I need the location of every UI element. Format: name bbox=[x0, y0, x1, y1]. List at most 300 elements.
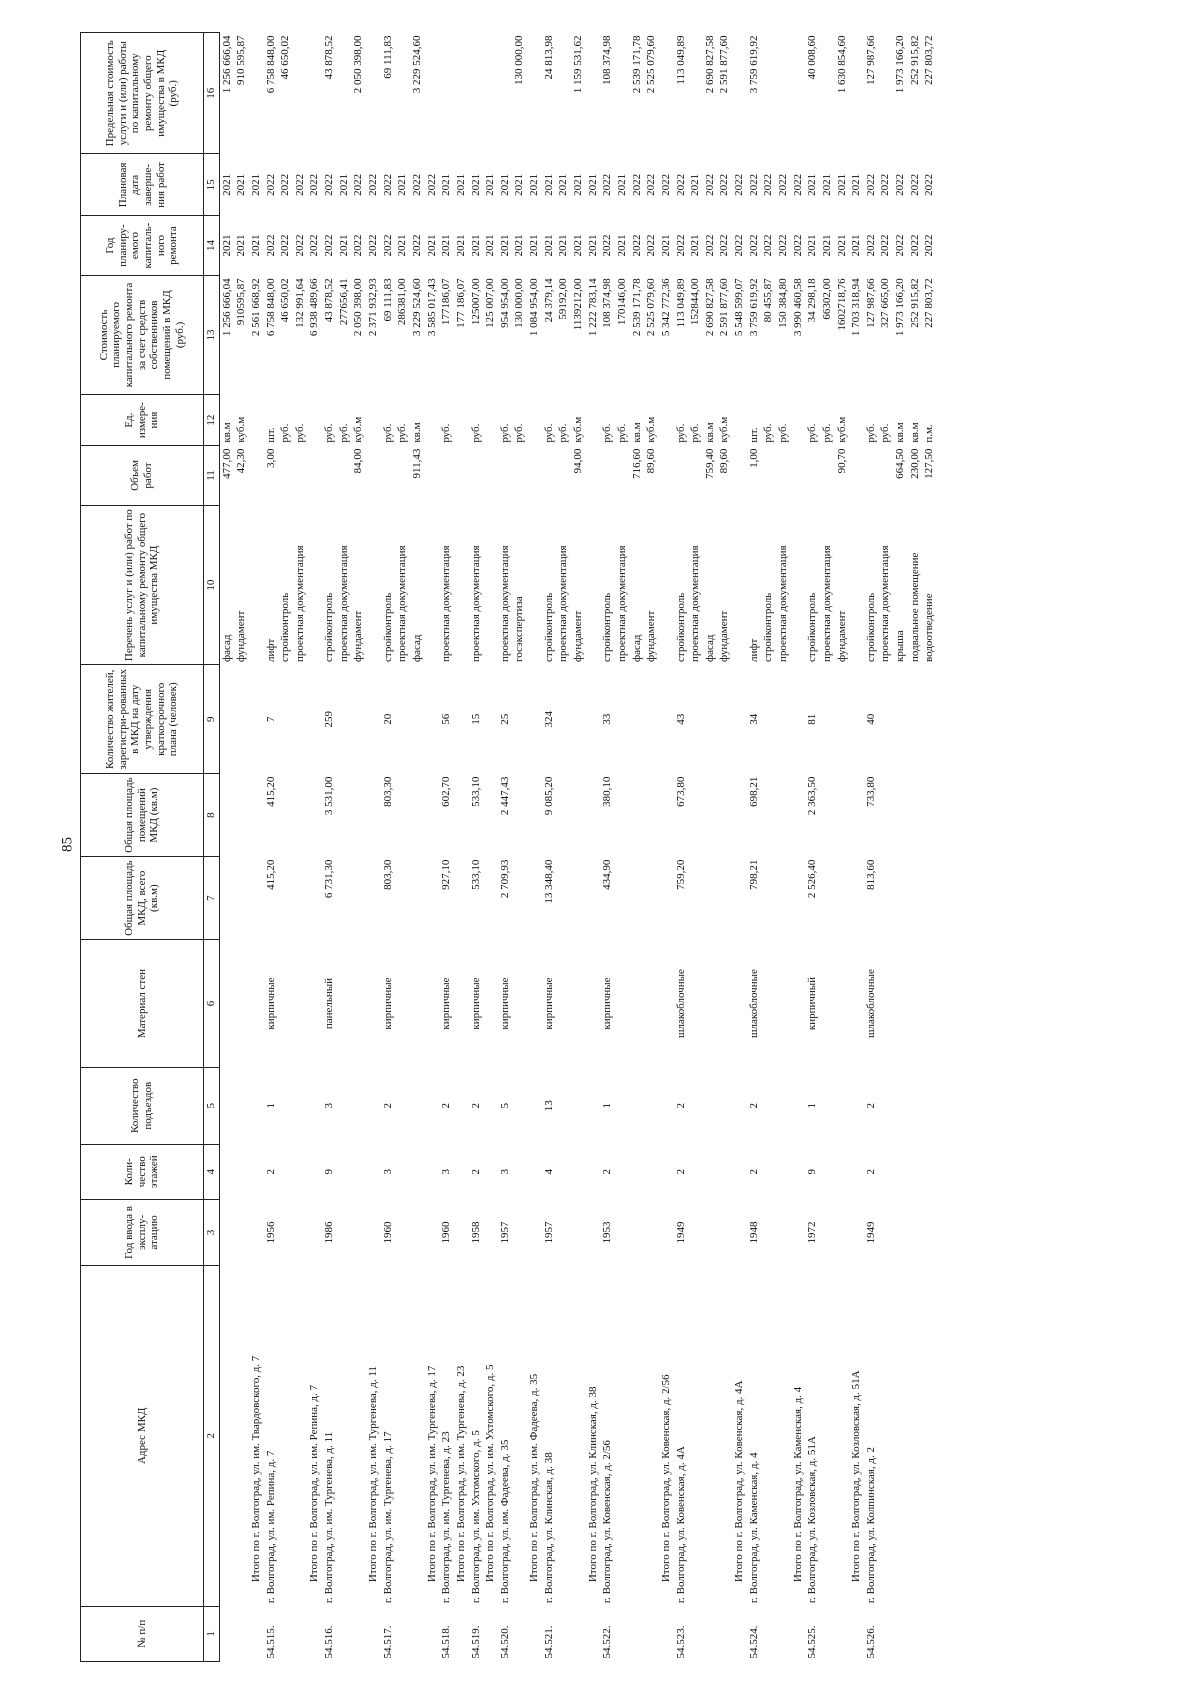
table-cell bbox=[307, 1199, 322, 1265]
table-cell bbox=[410, 774, 425, 857]
table-cell: 2 363,50 bbox=[806, 776, 819, 816]
table-cell: 2021 bbox=[220, 173, 233, 196]
table-cell bbox=[410, 1606, 425, 1661]
column-number: 16 bbox=[204, 33, 220, 154]
table-row bbox=[498, 33, 513, 1662]
table-cell: 2022 bbox=[791, 234, 804, 257]
table-cell: 9 bbox=[323, 1169, 336, 1175]
table-cell bbox=[732, 1199, 747, 1265]
table-cell bbox=[615, 1606, 630, 1661]
table-cell: 2022 bbox=[410, 173, 423, 196]
table-cell: 2021 bbox=[557, 173, 570, 196]
table-cell bbox=[293, 1144, 308, 1199]
table-cell bbox=[688, 1144, 703, 1199]
table-cell bbox=[586, 1144, 601, 1199]
table-cell bbox=[761, 857, 776, 940]
table-cell: 259 bbox=[323, 711, 336, 728]
table-cell bbox=[922, 1199, 937, 1265]
table-cell: 6 731,30 bbox=[323, 859, 336, 899]
table-cell bbox=[556, 857, 571, 940]
table-cell: 54.524. bbox=[747, 1625, 760, 1659]
table-cell: 46 650,02 bbox=[279, 35, 292, 80]
table-cell bbox=[717, 1265, 732, 1606]
table-cell: 2022 bbox=[323, 173, 336, 196]
table-cell: 230,00 bbox=[908, 448, 921, 479]
table-cell: 2021 bbox=[235, 234, 248, 257]
column-number: 4 bbox=[204, 1144, 220, 1199]
table-row bbox=[644, 33, 659, 1662]
table-cell bbox=[849, 505, 864, 665]
table-cell: 3 759 619,92 bbox=[747, 35, 760, 94]
table-cell: 2021 bbox=[396, 173, 409, 196]
table-cell bbox=[791, 1144, 806, 1199]
table-cell: 3 585 017,43 bbox=[425, 278, 438, 337]
table-cell: кирпичный bbox=[806, 976, 819, 1031]
table-cell bbox=[337, 1067, 352, 1144]
table-cell bbox=[249, 665, 264, 774]
table-cell: 2 526,40 bbox=[806, 859, 819, 899]
table-cell: 2022 bbox=[352, 234, 365, 257]
table-cell bbox=[395, 665, 410, 774]
table-cell bbox=[761, 1606, 776, 1661]
table-cell: фундамент bbox=[645, 610, 658, 662]
table-cell: проектная документация bbox=[469, 545, 482, 662]
table-row bbox=[893, 33, 908, 1662]
table-cell bbox=[234, 1606, 249, 1661]
table-cell: 1948 bbox=[747, 1221, 760, 1244]
table-cell: 2022 bbox=[908, 234, 921, 257]
table-cell bbox=[659, 505, 674, 665]
table-cell bbox=[615, 1067, 630, 1144]
table-cell bbox=[337, 1199, 352, 1265]
table-cell: 910595,87 bbox=[235, 278, 248, 326]
table-cell bbox=[527, 1067, 542, 1144]
table-cell bbox=[776, 940, 791, 1068]
table-cell bbox=[483, 665, 498, 774]
table-cell bbox=[644, 1265, 659, 1606]
table-cell bbox=[556, 1606, 571, 1661]
table-cell: 2022 bbox=[630, 173, 643, 196]
table-cell: руб. bbox=[323, 423, 336, 443]
table-cell bbox=[278, 940, 293, 1068]
table-cell: куб.м bbox=[835, 416, 848, 443]
table-cell bbox=[556, 1265, 571, 1606]
table-cell bbox=[791, 1606, 806, 1661]
column-header: Коли-чество этажей bbox=[81, 1144, 204, 1199]
table-cell: Итого по г. Волгоград, ул. Ковенская, д. 4А bbox=[733, 1380, 746, 1583]
table-cell bbox=[454, 33, 469, 154]
table-cell bbox=[835, 940, 850, 1068]
table-cell bbox=[234, 1067, 249, 1144]
table-cell bbox=[249, 857, 264, 940]
table-cell bbox=[454, 774, 469, 857]
table-cell: 2022 bbox=[718, 234, 731, 257]
table-cell bbox=[644, 857, 659, 940]
table-cell bbox=[278, 1265, 293, 1606]
table-cell bbox=[849, 1144, 864, 1199]
column-header: Ед. измере-ния bbox=[81, 395, 204, 446]
table-cell bbox=[732, 1606, 747, 1661]
table-cell: 2022 bbox=[791, 173, 804, 196]
table-cell: 34 298,18 bbox=[806, 278, 819, 323]
table-cell: руб. bbox=[279, 423, 292, 443]
table-cell bbox=[922, 857, 937, 940]
table-cell: шт. bbox=[264, 427, 277, 443]
table-row bbox=[776, 33, 791, 1662]
table-cell bbox=[922, 1265, 937, 1606]
table-cell: 2 447,43 bbox=[498, 776, 511, 816]
table-cell bbox=[644, 1199, 659, 1265]
column-header: Общая площадь МКД, всего (кв.м) bbox=[81, 857, 204, 940]
table-cell: Итого по г. Волгоград, ул. им. Тургенева, д. 17 bbox=[425, 1365, 438, 1583]
table-cell: руб. bbox=[601, 423, 614, 443]
table-cell: 2 591 877,60 bbox=[718, 35, 731, 94]
table-cell bbox=[454, 1606, 469, 1661]
table-cell: руб. bbox=[396, 423, 409, 443]
table-cell bbox=[293, 774, 308, 857]
table-cell bbox=[791, 774, 806, 857]
table-cell: 46 650,02 bbox=[279, 278, 292, 323]
column-number: 14 bbox=[204, 216, 220, 276]
table-cell: 2021 bbox=[835, 234, 848, 257]
table-cell: 5 548 599,07 bbox=[733, 278, 746, 337]
table-row bbox=[820, 33, 835, 1662]
table-cell bbox=[849, 665, 864, 774]
table-cell bbox=[307, 446, 322, 506]
table-cell bbox=[791, 1199, 806, 1265]
table-cell: 2021 bbox=[689, 234, 702, 257]
table-row bbox=[293, 33, 308, 1662]
table-cell bbox=[483, 1606, 498, 1661]
table-cell bbox=[761, 665, 776, 774]
table-cell bbox=[820, 1067, 835, 1144]
table-cell bbox=[835, 1199, 850, 1265]
table-cell: 2022 bbox=[279, 173, 292, 196]
table-row bbox=[469, 33, 484, 1662]
table-cell bbox=[337, 1265, 352, 1606]
table-cell: проектная документация bbox=[337, 545, 350, 662]
table-cell bbox=[454, 1144, 469, 1199]
table-cell bbox=[791, 33, 806, 154]
table-cell bbox=[293, 1265, 308, 1606]
table-cell bbox=[410, 1265, 425, 1606]
table-cell bbox=[395, 1144, 410, 1199]
table-cell: 2021 bbox=[513, 173, 526, 196]
table-cell bbox=[249, 1067, 264, 1144]
table-cell bbox=[688, 1067, 703, 1144]
table-cell: руб. bbox=[776, 423, 789, 443]
table-cell bbox=[659, 857, 674, 940]
table-cell: куб.м bbox=[235, 416, 248, 443]
table-cell bbox=[366, 857, 381, 940]
table-cell: п.м. bbox=[923, 424, 936, 443]
table-cell bbox=[395, 1067, 410, 1144]
table-cell bbox=[483, 1199, 498, 1265]
table-cell: 2021 bbox=[440, 173, 453, 196]
table-cell bbox=[527, 940, 542, 1068]
table-cell bbox=[527, 33, 542, 154]
table-cell: 40 008,60 bbox=[806, 35, 819, 80]
table-cell bbox=[219, 1067, 234, 1144]
table-cell bbox=[410, 665, 425, 774]
table-cell: 2022 bbox=[762, 173, 775, 196]
table-cell bbox=[454, 857, 469, 940]
table-cell bbox=[908, 1606, 923, 1661]
table-cell bbox=[410, 1199, 425, 1265]
table-cell bbox=[322, 446, 337, 506]
table-cell bbox=[615, 1199, 630, 1265]
table-cell bbox=[307, 395, 322, 446]
table-cell: Итого по г. Волгоград, ул. им. Тургенева, д. 11 bbox=[367, 1366, 380, 1583]
table-cell: 2021 bbox=[249, 234, 262, 257]
header-row bbox=[81, 33, 204, 1662]
table-cell: 54.519. bbox=[469, 1625, 482, 1659]
table-cell bbox=[717, 1144, 732, 1199]
table-cell: руб. bbox=[762, 423, 775, 443]
table-cell bbox=[249, 33, 264, 154]
table-cell: 2021 bbox=[542, 173, 555, 196]
table-cell bbox=[425, 1199, 440, 1265]
table-cell bbox=[571, 857, 586, 940]
table-cell bbox=[630, 1144, 645, 1199]
table-cell bbox=[395, 940, 410, 1068]
table-cell bbox=[425, 33, 440, 154]
table-cell: 81 bbox=[806, 713, 819, 725]
table-cell bbox=[571, 1265, 586, 1606]
table-cell: стройконтроль bbox=[279, 592, 292, 662]
table-cell bbox=[835, 1144, 850, 1199]
table-cell: 43 878,52 bbox=[323, 278, 336, 323]
table-cell bbox=[644, 1144, 659, 1199]
table-cell bbox=[395, 857, 410, 940]
table-cell: 2022 bbox=[410, 234, 423, 257]
table-cell bbox=[527, 1199, 542, 1265]
table-cell: 2022 bbox=[264, 173, 277, 196]
table-cell: кирпичные bbox=[381, 977, 394, 1030]
table-cell: 2021 bbox=[850, 173, 863, 196]
table-cell: стройконтроль bbox=[323, 592, 336, 662]
table-cell bbox=[761, 1144, 776, 1199]
table-cell: 673,80 bbox=[674, 776, 687, 807]
table-row bbox=[878, 33, 893, 1662]
table-cell bbox=[337, 857, 352, 940]
table-cell bbox=[703, 1144, 718, 1199]
table-cell bbox=[293, 857, 308, 940]
table-cell bbox=[761, 774, 776, 857]
table-cell bbox=[922, 940, 937, 1068]
table-cell bbox=[395, 1265, 410, 1606]
table-cell bbox=[512, 1067, 527, 1144]
table-cell bbox=[674, 446, 689, 506]
table-cell: руб. bbox=[381, 423, 394, 443]
table-cell: 4 bbox=[542, 1169, 555, 1175]
table-cell bbox=[307, 774, 322, 857]
column-number: 15 bbox=[204, 154, 220, 216]
table-cell: 327 665,00 bbox=[879, 278, 892, 328]
table-cell bbox=[278, 665, 293, 774]
table-cell bbox=[454, 665, 469, 774]
table-row bbox=[425, 33, 440, 1662]
table-cell bbox=[820, 33, 835, 154]
table-cell: 54.520. bbox=[498, 1625, 511, 1659]
table-cell bbox=[337, 774, 352, 857]
table-cell bbox=[293, 1606, 308, 1661]
table-cell bbox=[483, 505, 498, 665]
table-cell bbox=[732, 505, 747, 665]
table-cell bbox=[219, 1144, 234, 1199]
table-cell: 1949 bbox=[674, 1221, 687, 1244]
table-cell bbox=[644, 774, 659, 857]
table-cell bbox=[571, 1144, 586, 1199]
table-cell: 415,20 bbox=[264, 776, 277, 807]
table-cell: 1 973 166,20 bbox=[894, 35, 907, 94]
table-cell: 2022 bbox=[776, 173, 789, 196]
table-cell bbox=[556, 33, 571, 154]
table-cell bbox=[732, 1144, 747, 1199]
table-cell: 2021 bbox=[235, 173, 248, 196]
table-cell: 533,10 bbox=[469, 859, 482, 890]
table-cell: куб.м bbox=[352, 416, 365, 443]
table-cell: фундамент bbox=[718, 610, 731, 662]
table-cell bbox=[527, 774, 542, 857]
table-cell: 177186,07 bbox=[440, 278, 453, 326]
table-cell: 2022 bbox=[659, 173, 672, 196]
column-number: 8 bbox=[204, 774, 220, 857]
table-cell: лифт bbox=[747, 638, 760, 662]
table-cell bbox=[864, 446, 879, 506]
table-cell: 54.517. bbox=[381, 1625, 394, 1659]
table-cell bbox=[556, 1144, 571, 1199]
table-cell bbox=[278, 1606, 293, 1661]
table-cell bbox=[454, 1199, 469, 1265]
column-header: № п/п bbox=[81, 1606, 204, 1661]
table-cell bbox=[761, 446, 776, 506]
table-cell: 813,60 bbox=[864, 859, 877, 890]
table-cell bbox=[644, 665, 659, 774]
table-cell: 130 000,00 bbox=[513, 278, 526, 328]
table-cell bbox=[703, 665, 718, 774]
table-cell: 2022 bbox=[601, 234, 614, 257]
table-cell bbox=[425, 1067, 440, 1144]
table-cell: 1 256 666,04 bbox=[220, 278, 233, 337]
table-cell bbox=[659, 774, 674, 857]
table-cell: Итого по г. Волгоград, ул. Ковенская, д. 2/56 bbox=[659, 1374, 672, 1583]
table-cell: руб. bbox=[615, 423, 628, 443]
table-cell: 2022 bbox=[864, 234, 877, 257]
table-cell: 2022 bbox=[674, 234, 687, 257]
table-cell bbox=[717, 857, 732, 940]
table-cell bbox=[717, 1199, 732, 1265]
table-cell bbox=[908, 774, 923, 857]
table-cell bbox=[893, 1067, 908, 1144]
table-cell: 54.518. bbox=[440, 1625, 453, 1659]
table-row bbox=[674, 33, 689, 1662]
table-cell: г. Волгоград, ул. им. Ухтомского, д. 5 bbox=[469, 1430, 482, 1604]
table-cell: руб. bbox=[337, 423, 350, 443]
table-row bbox=[410, 33, 425, 1662]
table-cell: 2021 bbox=[498, 173, 511, 196]
table-cell bbox=[820, 1144, 835, 1199]
table-cell: шлакоблочные bbox=[674, 969, 687, 1038]
table-cell: 2 525 079,60 bbox=[645, 35, 658, 94]
table-cell: 2021 bbox=[850, 234, 863, 257]
table-cell bbox=[776, 774, 791, 857]
table-cell bbox=[512, 1265, 527, 1606]
table-row bbox=[908, 33, 923, 1662]
table-cell bbox=[717, 1067, 732, 1144]
table-cell bbox=[791, 940, 806, 1068]
table-cell bbox=[849, 446, 864, 506]
table-cell bbox=[659, 446, 674, 506]
table-cell: кирпичные bbox=[498, 977, 511, 1030]
table-cell: 24 379,14 bbox=[542, 278, 555, 323]
table-cell bbox=[717, 665, 732, 774]
table-cell bbox=[219, 1606, 234, 1661]
table-cell bbox=[878, 1067, 893, 1144]
table-row bbox=[615, 33, 630, 1662]
table-cell bbox=[249, 1199, 264, 1265]
table-cell: 2022 bbox=[367, 234, 380, 257]
table-cell: 2 709,93 bbox=[498, 859, 511, 899]
table-cell: 69 111,83 bbox=[381, 35, 394, 79]
table-cell: 2022 bbox=[703, 234, 716, 257]
table-cell: Итого по г. Волгоград, ул. Клинская, д. 38 bbox=[586, 1386, 599, 1583]
table-cell: 2022 bbox=[293, 234, 306, 257]
table-cell: 602,70 bbox=[440, 776, 453, 807]
table-cell: 698,21 bbox=[747, 776, 760, 807]
table-cell bbox=[791, 395, 806, 446]
table-cell: 2 bbox=[469, 1103, 482, 1109]
table-cell: 3 990 460,58 bbox=[791, 278, 804, 337]
table-cell: шт. bbox=[747, 427, 760, 443]
table-cell: 911,43 bbox=[410, 448, 423, 479]
table-cell: 3 bbox=[498, 1169, 511, 1175]
table-cell bbox=[307, 665, 322, 774]
table-cell: 2021 bbox=[396, 234, 409, 257]
table-cell bbox=[351, 1067, 366, 1144]
table-cell bbox=[893, 1265, 908, 1606]
table-cell: г. Волгоград, ул. им. Тургенева, д. 11 bbox=[323, 1431, 336, 1604]
table-cell: кирпичные bbox=[264, 977, 277, 1030]
table-cell: фасад bbox=[410, 634, 423, 662]
table-cell: 20 bbox=[381, 713, 394, 725]
table-cell: 127 987,66 bbox=[864, 35, 877, 85]
table-cell: г. Волгоград, ул. Ковенская, д. 4А bbox=[674, 1446, 687, 1604]
table-cell: 2021 bbox=[337, 234, 350, 257]
table-cell bbox=[483, 940, 498, 1068]
table-cell: 43 878,52 bbox=[323, 35, 336, 80]
table-cell bbox=[366, 940, 381, 1068]
table-cell: г. Волгоград, ул. Колпинская, д. 2 bbox=[864, 1447, 877, 1604]
table-cell bbox=[878, 665, 893, 774]
table-cell bbox=[703, 1199, 718, 1265]
table-cell bbox=[659, 1067, 674, 1144]
table-cell bbox=[805, 446, 820, 506]
table-cell: Итого по г. Волгоград, ул. им. Тургенева, д. 23 bbox=[454, 1365, 467, 1583]
table-cell: проектная документация bbox=[440, 545, 453, 662]
table-cell: стройконтроль bbox=[864, 592, 877, 662]
table-cell bbox=[820, 1265, 835, 1606]
table-cell: фундамент bbox=[835, 610, 848, 662]
table-cell bbox=[425, 1606, 440, 1661]
table-cell: 2022 bbox=[879, 173, 892, 196]
table-cell bbox=[820, 665, 835, 774]
table-cell: 2 bbox=[864, 1169, 877, 1175]
table-cell bbox=[908, 1265, 923, 1606]
table-cell: проектная документация bbox=[498, 545, 511, 662]
table-cell: 1 630 854,60 bbox=[835, 35, 848, 94]
table-cell: 3 229 524,60 bbox=[410, 278, 423, 337]
